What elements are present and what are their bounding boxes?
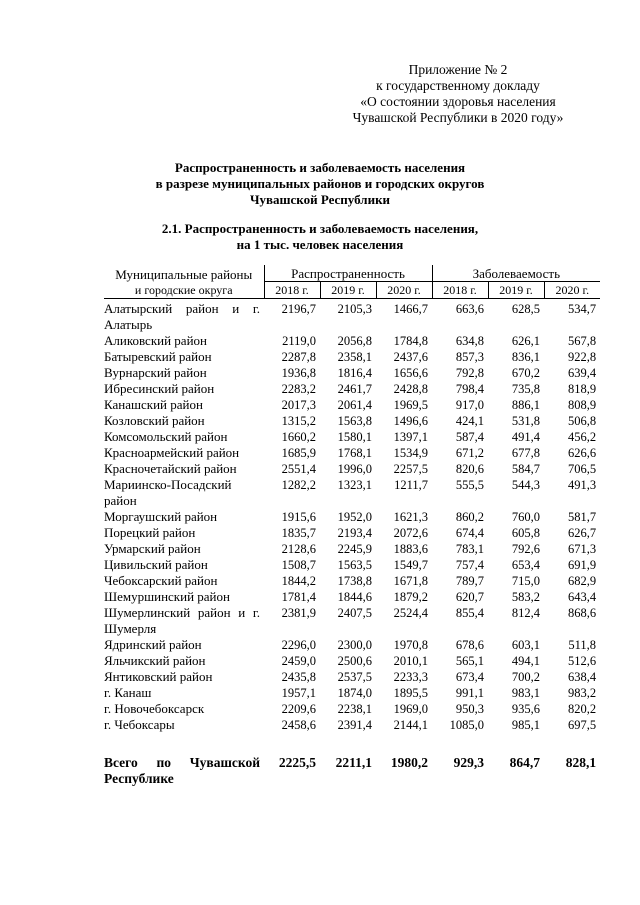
- table-title-line: 2.1. Распространенность и заболеваемость населения,: [161, 221, 479, 236]
- region-name: Красноармейский район: [104, 445, 240, 460]
- value-cell: 1496,6: [393, 414, 429, 428]
- value-cell: 798,4: [455, 382, 485, 396]
- value-cell: 983,2: [567, 686, 597, 700]
- value-cell: 534,7: [567, 302, 597, 316]
- value-cell: 1085,0: [449, 718, 485, 732]
- value-cell: 864,7: [509, 755, 541, 770]
- value-cell: 2072,6: [393, 526, 429, 540]
- value-cell: 565,1: [455, 654, 485, 668]
- value-cell: 626,7: [567, 526, 597, 540]
- value-cell: 663,6: [455, 302, 485, 316]
- value-cell: 868,6: [567, 606, 597, 620]
- title-line: в разрезе муниципальных районов и городских округов: [155, 176, 485, 191]
- value-cell: 605,8: [511, 526, 541, 540]
- region-name: Порецкий район: [104, 525, 196, 540]
- value-cell: 808,9: [567, 398, 597, 412]
- value-cell: 1397,1: [393, 430, 429, 444]
- value-cell: 760,0: [511, 510, 541, 524]
- value-cell: 1957,1: [281, 686, 316, 700]
- value-cell: 626,6: [567, 446, 597, 460]
- value-cell: 456,2: [567, 430, 597, 444]
- value-cell: 2381,9: [281, 606, 316, 620]
- value-cell: 2459,0: [281, 654, 316, 668]
- region-name: Янтиковский район: [104, 669, 213, 684]
- value-cell: 2391,4: [337, 718, 372, 732]
- value-cell: 544,3: [511, 478, 541, 492]
- year-header: 2019 г.: [320, 282, 376, 299]
- year-header: 2019 г.: [488, 282, 544, 299]
- value-cell: 929,3: [453, 755, 485, 770]
- value-cell: 2119,0: [282, 334, 316, 348]
- value-cell: 792,6: [511, 542, 541, 556]
- value-cell: 1563,8: [337, 414, 372, 428]
- table-row: [104, 365, 600, 381]
- value-cell: 1323,1: [337, 478, 372, 492]
- value-cell: 1970,8: [393, 638, 429, 652]
- value-cell: 1563,5: [337, 558, 372, 572]
- value-cell: 1508,7: [281, 558, 316, 572]
- region-name: Вурнарский район: [104, 365, 207, 380]
- value-cell: 2500,6: [337, 654, 372, 668]
- value-cell: 1466,7: [393, 302, 429, 316]
- table-title-line: на 1 тыс. человек населения: [236, 237, 404, 252]
- value-cell: 857,3: [455, 350, 485, 364]
- value-cell: 531,8: [511, 414, 541, 428]
- value-cell: 1969,5: [393, 398, 429, 412]
- value-cell: 511,8: [568, 638, 597, 652]
- value-cell: 2144,1: [393, 718, 429, 732]
- value-cell: 1915,6: [281, 510, 316, 524]
- table-row: [104, 653, 600, 669]
- value-cell: 2128,6: [281, 542, 316, 556]
- region-name: Канашский район: [104, 397, 203, 412]
- year-header: 2018 г.: [432, 282, 488, 299]
- value-cell: 587,4: [455, 430, 485, 444]
- table-row: [104, 397, 600, 413]
- value-cell: 512,6: [567, 654, 597, 668]
- table-body: [104, 299, 600, 788]
- value-cell: 677,8: [511, 446, 541, 460]
- table-row: [104, 717, 600, 733]
- region-name: г. Канаш: [104, 685, 152, 700]
- value-cell: 567,8: [567, 334, 597, 348]
- table-row: [104, 701, 600, 717]
- region-name: Всего по Чувашской Республике: [104, 755, 260, 786]
- region-name: г. Новочебоксарск: [104, 701, 205, 716]
- value-cell: 2287,8: [281, 350, 316, 364]
- region-name: Урмарский район: [104, 541, 201, 556]
- value-cell: 682,9: [567, 574, 597, 588]
- value-cell: 2245,9: [337, 542, 372, 556]
- value-cell: 584,7: [511, 462, 541, 476]
- value-cell: 628,5: [511, 302, 541, 316]
- value-cell: 1980,2: [390, 755, 429, 770]
- value-cell: 2193,4: [337, 526, 372, 540]
- column-header-region-line1: Муниципальные районы: [115, 266, 253, 282]
- value-cell: 886,1: [511, 398, 541, 412]
- table-row: [104, 541, 600, 557]
- table-header: [104, 265, 600, 299]
- value-cell: 424,1: [455, 414, 485, 428]
- value-cell: 792,8: [455, 366, 485, 380]
- region-name: Ибресинский район: [104, 381, 215, 396]
- value-cell: 673,4: [455, 670, 485, 684]
- value-cell: 2225,5: [278, 755, 316, 770]
- value-cell: 634,8: [455, 334, 485, 348]
- value-cell: 1844,2: [281, 574, 316, 588]
- value-cell: 2435,8: [281, 670, 316, 684]
- table-row: [104, 477, 600, 509]
- appendix-line: к государственному докладу: [376, 78, 540, 93]
- column-group-prevalence: Распространенность: [264, 265, 432, 282]
- value-cell: 1211,7: [394, 478, 429, 492]
- value-cell: 1816,4: [337, 366, 372, 380]
- region-name: Яльчикский район: [104, 653, 206, 668]
- value-cell: 1768,1: [337, 446, 372, 460]
- appendix-line: Чувашской Республики в 2020 году»: [352, 110, 564, 125]
- region-name: Алатырский район и г. Алатырь: [104, 301, 260, 332]
- value-cell: 494,1: [511, 654, 541, 668]
- value-cell: 735,8: [511, 382, 541, 396]
- region-name: Аликовский район: [104, 333, 207, 348]
- table-row: [104, 461, 600, 477]
- value-cell: 2524,4: [393, 606, 429, 620]
- value-cell: 2233,3: [393, 670, 429, 684]
- column-group-incidence: Заболеваемость: [432, 265, 600, 282]
- value-cell: 715,0: [511, 574, 541, 588]
- value-cell: 1656,6: [393, 366, 429, 380]
- region-name: Комсомольский район: [104, 429, 228, 444]
- value-cell: 674,4: [455, 526, 485, 540]
- region-name: Цивильский район: [104, 557, 208, 572]
- value-cell: 1671,8: [393, 574, 429, 588]
- region-name: Шемуршинский район: [104, 589, 230, 604]
- table-row: [104, 349, 600, 365]
- value-cell: 1781,4: [281, 590, 316, 604]
- region-name: г. Чебоксары: [104, 717, 175, 732]
- value-cell: 706,5: [567, 462, 597, 476]
- value-cell: 783,1: [455, 542, 485, 556]
- value-cell: 1580,1: [337, 430, 372, 444]
- value-cell: 2458,6: [281, 718, 316, 732]
- value-cell: 506,8: [567, 414, 597, 428]
- value-cell: 983,1: [511, 686, 541, 700]
- value-cell: 818,9: [567, 382, 597, 396]
- table-row: [104, 429, 600, 445]
- value-cell: 917,0: [455, 398, 485, 412]
- region-name: Чебоксарский район: [104, 573, 218, 588]
- value-cell: 1621,3: [393, 510, 429, 524]
- table-row: [104, 637, 600, 653]
- value-cell: 2105,3: [337, 302, 372, 316]
- value-cell: 2358,1: [337, 350, 372, 364]
- spacer-cell: [104, 733, 600, 755]
- value-cell: 2296,0: [281, 638, 316, 652]
- region-name: Шумерлинский район и г. Шумерля: [104, 605, 260, 636]
- value-cell: 2461,7: [337, 382, 372, 396]
- value-cell: 828,1: [565, 755, 597, 770]
- value-cell: 991,1: [455, 686, 485, 700]
- table-row: [104, 381, 600, 397]
- value-cell: 922,8: [567, 350, 597, 364]
- value-cell: 2257,5: [393, 462, 429, 476]
- value-cell: 1895,5: [393, 686, 429, 700]
- value-cell: 491,4: [511, 430, 541, 444]
- value-cell: 1952,0: [337, 510, 372, 524]
- value-cell: 836,1: [511, 350, 541, 364]
- table-row: [104, 333, 600, 349]
- value-cell: 820,2: [567, 702, 597, 716]
- appendix-note: [328, 62, 588, 126]
- value-cell: 2407,5: [337, 606, 372, 620]
- title-line: Чувашской Республики: [249, 192, 391, 207]
- table-title: [0, 221, 640, 253]
- region-name: Батыревский район: [104, 349, 212, 364]
- region-name: Козловский район: [104, 413, 205, 428]
- value-cell: 671,3: [567, 542, 597, 556]
- statistics-table: [104, 265, 600, 787]
- table-row: [104, 685, 600, 701]
- table-row: [104, 525, 600, 541]
- value-cell: 1549,7: [393, 558, 429, 572]
- value-cell: 671,2: [455, 446, 485, 460]
- value-cell: 583,2: [511, 590, 541, 604]
- value-cell: 1784,8: [393, 334, 429, 348]
- region-name: Моргаушский район: [104, 509, 218, 524]
- value-cell: 1685,9: [281, 446, 316, 460]
- table-row: [104, 669, 600, 685]
- value-cell: 812,4: [511, 606, 541, 620]
- value-cell: 1883,6: [393, 542, 429, 556]
- value-cell: 697,5: [567, 718, 597, 732]
- value-cell: 1996,0: [337, 462, 372, 476]
- value-cell: 2209,6: [281, 702, 316, 716]
- table-row: [104, 573, 600, 589]
- table-row: [104, 589, 600, 605]
- value-cell: 491,3: [567, 478, 597, 492]
- title-line: Распространенность и заболеваемость населения: [174, 160, 466, 175]
- value-cell: 2283,2: [281, 382, 316, 396]
- value-cell: 2437,6: [393, 350, 429, 364]
- value-cell: 555,5: [455, 478, 485, 492]
- value-cell: 626,1: [511, 334, 541, 348]
- value-cell: 2211,1: [335, 755, 372, 770]
- value-cell: 638,4: [567, 670, 597, 684]
- value-cell: 670,2: [511, 366, 541, 380]
- appendix-line: «О состоянии здоровья населения: [360, 94, 556, 109]
- value-cell: 1315,2: [281, 414, 316, 428]
- value-cell: 691,9: [567, 558, 597, 572]
- value-cell: 1282,2: [281, 478, 316, 492]
- value-cell: 2238,1: [337, 702, 372, 716]
- year-header: 2020 г.: [544, 282, 600, 299]
- value-cell: 603,1: [511, 638, 541, 652]
- value-cell: 700,2: [511, 670, 541, 684]
- spacer-row: [104, 733, 600, 755]
- value-cell: 581,7: [567, 510, 597, 524]
- table-row: [104, 413, 600, 429]
- region-name: Мариинско-Посадский район: [104, 477, 232, 508]
- value-cell: 935,6: [511, 702, 541, 716]
- value-cell: 757,4: [455, 558, 485, 572]
- value-cell: 1936,8: [281, 366, 316, 380]
- table-row: [104, 299, 600, 334]
- value-cell: 2196,7: [281, 302, 316, 316]
- value-cell: 2017,3: [281, 398, 316, 412]
- region-name: Красночетайский район: [104, 461, 237, 476]
- value-cell: 820,6: [455, 462, 485, 476]
- table-row: [104, 557, 600, 573]
- table-row: [104, 445, 600, 461]
- document-title: [0, 160, 640, 208]
- value-cell: 950,3: [455, 702, 485, 716]
- column-header-region-line2: и городские округа: [104, 282, 264, 299]
- value-cell: 1660,2: [281, 430, 316, 444]
- value-cell: 860,2: [455, 510, 485, 524]
- total-row: [104, 755, 600, 787]
- appendix-line: Приложение № 2: [408, 62, 508, 77]
- value-cell: 1534,9: [393, 446, 429, 460]
- value-cell: 2300,0: [337, 638, 372, 652]
- value-cell: 620,7: [455, 590, 485, 604]
- value-cell: 1879,2: [393, 590, 429, 604]
- value-cell: 2061,4: [337, 398, 372, 412]
- value-cell: 1835,7: [281, 526, 316, 540]
- value-cell: 2551,4: [281, 462, 316, 476]
- value-cell: 678,6: [455, 638, 485, 652]
- table-row: [104, 605, 600, 637]
- year-header: 2018 г.: [264, 282, 320, 299]
- value-cell: 2010,1: [393, 654, 429, 668]
- table-row: [104, 509, 600, 525]
- value-cell: 1969,0: [393, 702, 429, 716]
- value-cell: 1874,0: [337, 686, 372, 700]
- value-cell: 855,4: [455, 606, 485, 620]
- value-cell: 2537,5: [337, 670, 372, 684]
- value-cell: 1738,8: [337, 574, 372, 588]
- value-cell: 789,7: [455, 574, 485, 588]
- value-cell: 643,4: [567, 590, 597, 604]
- region-name: Ядринский район: [104, 637, 202, 652]
- value-cell: 653,4: [511, 558, 541, 572]
- value-cell: 2056,8: [337, 334, 372, 348]
- value-cell: 985,1: [511, 718, 541, 732]
- year-header: 2020 г.: [376, 282, 432, 299]
- value-cell: 2428,8: [393, 382, 429, 396]
- value-cell: 639,4: [567, 366, 597, 380]
- value-cell: 1844,6: [337, 590, 372, 604]
